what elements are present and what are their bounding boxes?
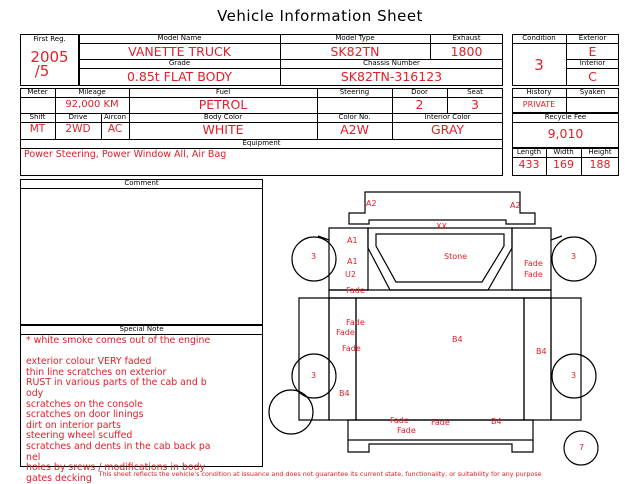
exterior-label: Exterior [578, 34, 607, 42]
interior-color-value: GRAY [430, 122, 465, 137]
damage-mark: 7 [579, 443, 585, 452]
aircon-value: AC [107, 123, 123, 135]
note-line: RUST in various parts of the cab and b [26, 377, 207, 389]
recycle-label: Recycle Fee [544, 113, 587, 121]
steering-label: Steering [339, 88, 370, 96]
fuel-value: PETROL [198, 97, 248, 112]
special-note-label: Special Note [119, 325, 164, 333]
width-value: 169 [553, 158, 574, 171]
note-line: * white smoke comes out of the engine [26, 335, 211, 346]
damage-mark: 3 [571, 252, 577, 261]
height-label: Height [588, 148, 612, 156]
model-name-value: VANETTE TRUCK [128, 44, 231, 59]
door-value: 2 [415, 97, 424, 112]
color-no-value: A2W [340, 122, 369, 137]
damage-mark: A2 [510, 201, 521, 210]
drive-value: 2WD [65, 123, 91, 135]
damage-mark: Fade [342, 344, 361, 353]
door-label: Door [411, 88, 428, 96]
model-name-label: Model Name [157, 34, 202, 42]
damage-mark: 3 [571, 371, 577, 380]
condition-label: Condition [522, 34, 556, 42]
note-line: gates decking [26, 472, 92, 484]
history-value: PRIVATE [522, 100, 556, 109]
exhaust-label: Exhaust [452, 34, 481, 42]
damage-mark: Fade [336, 328, 355, 337]
footer-disclaimer: This sheet reflects the vehicle's condition at issuance and does not guarantee its current state, functionality, or suitability for any purpose [98, 470, 542, 478]
damage-mark: XX [436, 222, 447, 231]
note-line: holes by srews / modifications in body [26, 462, 206, 474]
damage-mark: Stone [444, 252, 468, 261]
note-line: steering wheel scuffed [26, 430, 133, 442]
model-type-value: SK82TN [330, 44, 380, 59]
damage-mark: Fade [431, 418, 450, 427]
history-label: History [526, 88, 552, 96]
model-type-label: Model Type [335, 34, 375, 42]
syaken-label: Syaken [579, 88, 606, 96]
height-value: 188 [589, 158, 611, 171]
damage-mark: B4 [491, 417, 502, 426]
equipment-value: Power Steering, Power Window All, Air Bag [24, 149, 227, 160]
damage-mark: A1 [347, 257, 358, 266]
recycle-value: 9,010 [547, 126, 584, 141]
comment-label: Comment [124, 179, 159, 187]
length-label: Length [516, 148, 542, 156]
damage-mark: A2 [366, 199, 377, 208]
mileage-label: Mileage [78, 88, 106, 96]
seat-label: Seat [467, 88, 483, 96]
chassis-label: Chassis Number [363, 59, 420, 67]
color-no-label: Color No. [338, 113, 371, 121]
note-line: ody [26, 387, 44, 399]
drive-label: Drive [68, 113, 88, 121]
damage-mark: Fade [524, 270, 543, 279]
exhaust-value: 1800 [450, 44, 483, 59]
note-line: dirt on interior parts [26, 419, 121, 431]
meter-label: Meter [27, 88, 48, 96]
damage-mark: Fade [397, 426, 416, 435]
note-line: nel [26, 451, 41, 463]
note-line: scratches on the console [26, 398, 143, 410]
sheet-title: Vehicle Information Sheet [217, 7, 423, 25]
shift-label: Shift [29, 113, 46, 121]
fuel-label: Fuel [215, 88, 231, 96]
interior-color-label: Interior Color [424, 113, 471, 121]
note-line: scratches and dents in the cab back pa [26, 440, 211, 452]
damage-mark: Fade [524, 259, 543, 268]
first-reg-month: /5 [34, 62, 50, 80]
body-color-value: WHITE [202, 122, 244, 137]
note-line: scratches on door linings [26, 409, 144, 421]
damage-mark: B4 [536, 347, 547, 356]
damage-mark: B4 [452, 335, 463, 344]
interior-value: C [588, 69, 597, 84]
note-line: thin line scratches on exterior [26, 366, 167, 378]
note-line: exterior colour VERY faded [26, 356, 152, 368]
damage-mark: 3 [311, 252, 317, 261]
exterior-value: E [588, 44, 597, 59]
interior-label: Interior [579, 59, 606, 67]
mileage-value: 92,000 KM [65, 99, 119, 110]
shift-value: MT [29, 123, 46, 135]
length-value: 433 [518, 158, 540, 171]
condition-value: 3 [534, 56, 544, 74]
seat-value: 3 [471, 97, 479, 112]
damage-mark: Fade [346, 318, 365, 327]
damage-mark: B4 [339, 389, 350, 398]
first-reg-label: First Reg. [33, 35, 66, 43]
damage-mark: Fade [346, 286, 365, 295]
chassis-value: SK82TN-316123 [340, 69, 443, 84]
body-color-label: Body Color [203, 113, 243, 121]
damage-mark: 3 [311, 371, 317, 380]
damage-mark: A1 [347, 236, 358, 245]
grade-value: 0.85t FLAT BODY [126, 69, 233, 84]
damage-mark: U2 [345, 270, 356, 279]
grade-label: Grade [168, 59, 191, 67]
first-reg-year: 2005 [30, 48, 69, 66]
width-label: Width [553, 148, 574, 156]
aircon-label: Aircon [103, 113, 127, 121]
equipment-label: Equipment [242, 139, 281, 147]
damage-mark: Fade [390, 416, 409, 425]
